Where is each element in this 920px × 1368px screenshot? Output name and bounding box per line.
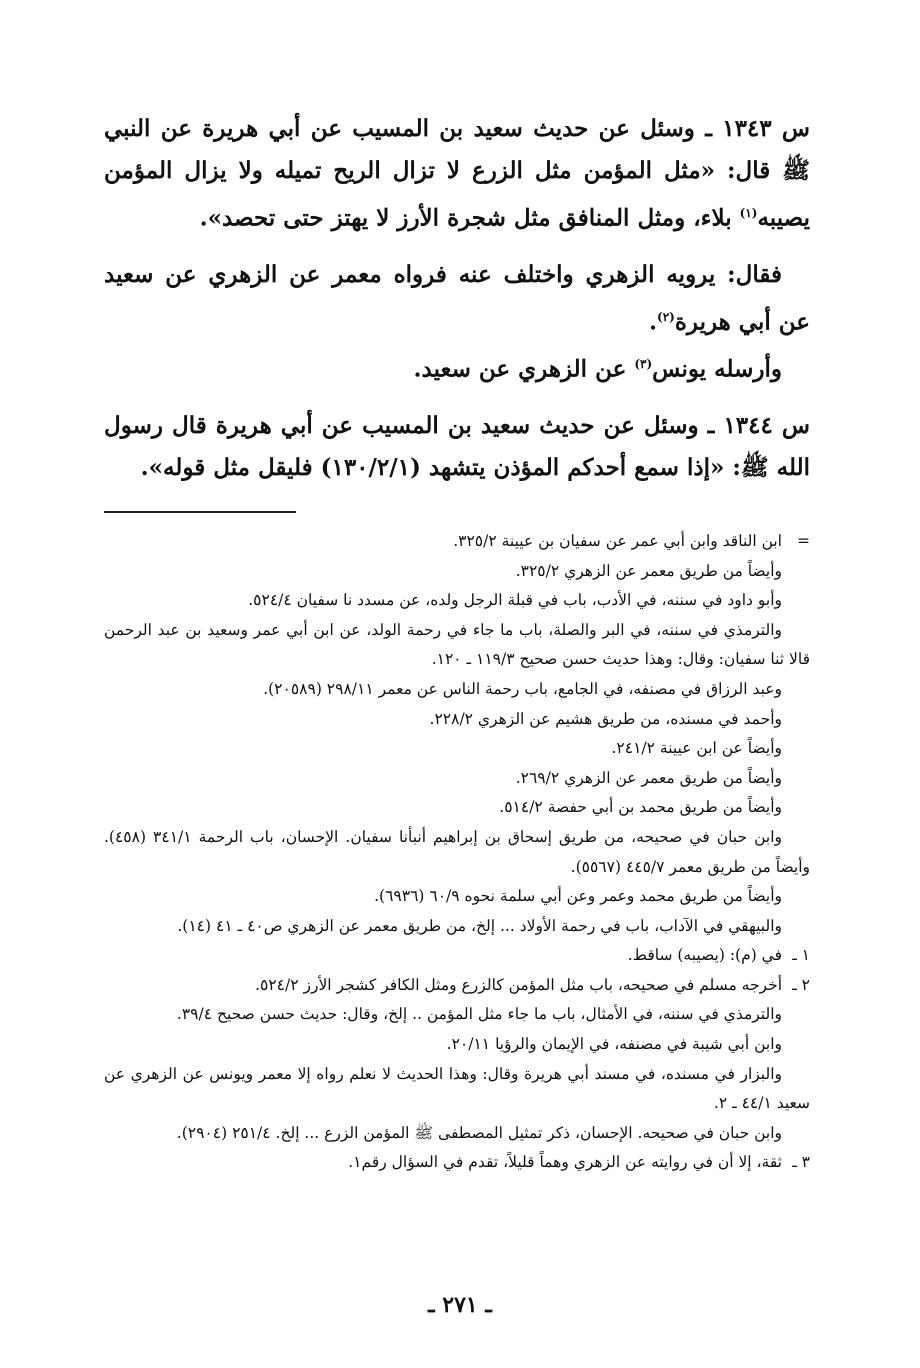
footnote-line xyxy=(104,616,810,675)
footnote-ref: (٢) xyxy=(657,309,675,324)
answer-text-end: . xyxy=(648,308,657,336)
footnote-text: وعبد الرزاق في مصنفه، في الجامع، باب رحمة الناس عن معمر ٢٩٨/١١ (٢٠٥٨٩). xyxy=(263,679,782,698)
answer-text: وأرسله يونس xyxy=(652,355,782,383)
question-number: س ١٣٤٤ xyxy=(723,411,810,439)
footnote-line xyxy=(104,1060,810,1119)
footnote-line xyxy=(104,1148,810,1178)
question-1344 xyxy=(104,405,810,489)
footnote-line xyxy=(104,734,810,764)
question-text-end: بلاء، ومثل المنافق مثل شجرة الأرز لا يهتز حتى تحصد». xyxy=(199,204,740,232)
footnote-text: وأبو داود في سننه، في الأدب، باب في قبلة الرجل ولده، عن مسدد نا سفيان ٥٢٤/٤. xyxy=(248,591,782,610)
footnote-text: ابن الناقد وابن أبي عمر عن سفيان بن عيينة ٣٢٥/٢. xyxy=(453,531,782,550)
footnote-text: في (م): (يصيبه) ساقط. xyxy=(627,946,782,965)
footnote-separator xyxy=(104,511,296,513)
footnote-line xyxy=(104,971,810,1001)
answer-text: فقال: يرويه الزهري واختلف عنه فرواه معمر عن الزهري عن سعيد عن أبي هريرة xyxy=(104,260,810,336)
footnote-text: والبزار في مسنده، في مسند أبي هريرة وقال: وهذا الحديث لا نعلم رواه إلا معمر ويونس عن الزهري عن سعيد ٤٤/١ ـ ٢. xyxy=(104,1064,810,1113)
footnote-line xyxy=(104,941,810,971)
footnote-ref: (٣) xyxy=(634,357,653,372)
footnotes xyxy=(104,527,810,1178)
page-body xyxy=(104,108,810,1178)
footnote-text: وأيضاً من طريق محمد وعمر وعن أبي سلمة نحوه ٦٠/٩ (٦٩٣٦). xyxy=(374,887,782,906)
footnote-text: والترمذي في سننه، في الأمثال، باب ما جاء مثل المؤمن .. إلخ، وقال: حديث حسن صحيح ٣٩/٤. xyxy=(176,1005,782,1024)
footnote-line xyxy=(104,912,810,942)
footnote-text: وأيضاً من طريق محمد بن أبي حفصة ٥١٤/٢. xyxy=(499,798,782,817)
footnote-line xyxy=(104,557,810,587)
question-1343 xyxy=(104,108,810,240)
footnote-text: وأيضاً من طريق معمر عن الزهري ٢٦٩/٢. xyxy=(515,768,782,787)
footnote-line xyxy=(104,527,810,557)
footnote-text: أخرجه مسلم في صحيحه، باب مثل المؤمن كالزرع ومثل الكافر كشجر الأرز ٥٢٤/٢. xyxy=(255,975,782,994)
footnote-marker: = xyxy=(797,531,810,550)
footnote-line xyxy=(104,705,810,735)
footnote-text: وابن حبان في صحيحه، من طريق إسحاق بن إبراهيم أنبأنا سفيان. الإحسان، باب الرحمة ٣٤١/١ (٤٥٨). وأيضاً من طريق معمر ٤٤٥/٧ (٥٥٦٧). xyxy=(104,827,810,876)
footnote-marker: ٢ ـ xyxy=(792,975,810,994)
footnote-text: والترمذي في سننه، في البر والصلة، باب ما جاء في رحمة الولد، عن ابن أبي عمر وسعيد بن عبد الرحمن قالا ثنا سفيان: وقال: وهذا حديث حسن صحيح ١١٩/٣ ـ ١٢٠. xyxy=(104,620,810,669)
footnote-line xyxy=(104,882,810,912)
footnote-line xyxy=(104,1030,810,1060)
footnote-text: وأيضاً عن ابن عيينة ٢٤١/٢. xyxy=(611,739,782,758)
footnote-text: وأيضاً من طريق معمر عن الزهري ٣٢٥/٢. xyxy=(515,561,782,580)
footnote-line xyxy=(104,675,810,705)
answer-paragraph xyxy=(104,343,810,391)
footnote-line xyxy=(104,793,810,823)
footnote-text: والبيهقي في الآداب، باب في رحمة الأولاد ... إلخ، من طريق معمر عن الزهري ص٤٠ ـ ٤١ (١٤). xyxy=(177,916,782,935)
page-number: ـ ٢٧١ ـ xyxy=(428,1292,492,1318)
footnote-line xyxy=(104,1119,810,1149)
question-number: س ١٣٤٣ xyxy=(722,115,810,142)
footnote-text: وأحمد في مسنده، من طريق هشيم عن الزهري ٢٢٨/٢. xyxy=(429,709,782,728)
question-text: ـ وسئل عن حديث سعيد بن المسيب عن أبي هريرة عن النبي ﷺ قال: «مثل المؤمن مثل الزرع لا تزال الريح تميله ولا يزال المؤمن يصيبه xyxy=(104,115,810,232)
answer-text-end: عن الزهري عن سعيد. xyxy=(413,355,635,383)
footnote-ref: (١) xyxy=(739,206,758,220)
footnote-text: ثقة، إلا أن في روايته عن الزهري وهماً قليلاً، تقدم في السؤال رقم١. xyxy=(348,1153,782,1172)
footnote-marker: ١ ـ xyxy=(792,946,810,965)
footnote-text: وابن أبي شيبة في مصنفه، في الإيمان والرؤيا ٢٠/١١. xyxy=(446,1035,782,1054)
footnote-marker: ٣ ـ xyxy=(792,1153,810,1172)
answer-paragraph xyxy=(104,254,810,344)
footnote-line xyxy=(104,764,810,794)
main-text xyxy=(104,108,810,489)
question-text: ـ وسئل عن حديث سعيد بن المسيب عن أبي هريرة قال رسول الله ﷺ: «إذا سمع أحدكم المؤذن يتشهد (١٣٠/٢/١) فليقل مثل قوله». xyxy=(104,411,810,481)
footnote-line xyxy=(104,1000,810,1030)
footnote-text: وابن حبان في صحيحه. الإحسان، ذكر تمثيل المصطفى ﷺ المؤمن الزرع ... إلخ. ٢٥١/٤ (٢٩٠٤). xyxy=(176,1123,782,1142)
footnote-line xyxy=(104,586,810,616)
footnote-line xyxy=(104,823,810,882)
